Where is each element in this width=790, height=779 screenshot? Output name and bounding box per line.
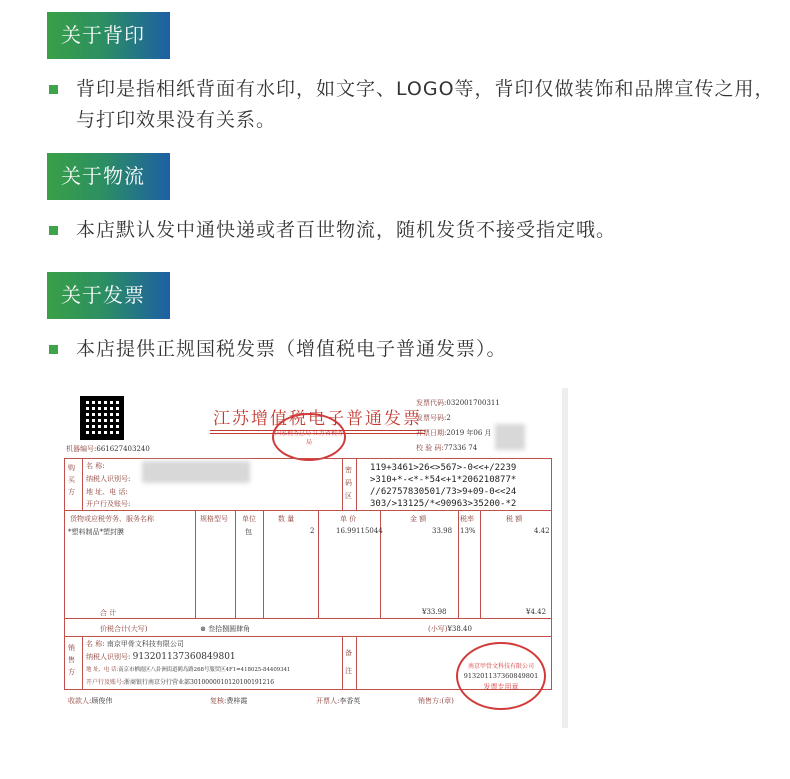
cipher-line: >310+*-<*-*54<+1*206210877* — [370, 475, 517, 485]
section-tag-invoice: 关于发票 — [47, 272, 170, 319]
invoice-shadow — [562, 388, 568, 728]
buyer-bank-label: 开户行及账号: — [86, 500, 131, 508]
invoice-code: 发票代码:032001700311 — [416, 399, 500, 407]
section-tag-backprint: 关于背印 — [47, 12, 170, 59]
redaction-blur — [495, 424, 525, 450]
total-tax: ¥4.42 — [526, 608, 547, 616]
section-text-logistics: 本店默认发中通快递或者百世物流，随机发货不接受指定哦。 — [76, 219, 617, 241]
grand-total-label: 价税合计(大写) — [100, 625, 148, 633]
col-amount: 金 额 — [410, 515, 427, 523]
item-amount: 33.98 — [432, 527, 453, 535]
bullet-icon — [49, 226, 58, 235]
invoice-number: 发票号码:2 — [416, 414, 451, 422]
drawer-label: 开票人: — [316, 697, 340, 705]
invoice-seal-icon: 南京甲骨文科技有限公司 913201137360849801 发票专用章 — [456, 642, 546, 710]
col-price: 单 价 — [340, 515, 357, 523]
invoice-date: 开票日期:2019 年06 月 — [416, 429, 492, 437]
col-spec: 规格型号 — [200, 515, 228, 523]
seller-tax: 913201137360849801 — [132, 652, 236, 662]
drawer: 李香英 — [339, 697, 361, 705]
seller-sign-label: 销售方:(章) — [418, 697, 454, 705]
item-name: *塑料制品*塑封膜 — [68, 528, 124, 536]
machine-number: 机器编号:661627403240 — [66, 445, 150, 453]
grand-total-small: (小写)¥38.40 — [428, 625, 472, 633]
redaction-blur — [142, 461, 250, 483]
cipher-line: 303/>13125/*<90963>35200-*2 — [370, 499, 517, 509]
buyer-name-label: 名 称: — [86, 462, 105, 470]
payee: 顾俊伟 — [91, 697, 113, 705]
buyer-side-label: 购买方 — [68, 464, 75, 496]
reviewer-label: 复核: — [210, 697, 227, 705]
invoice-sample — [60, 388, 568, 728]
section-text-backprint: 背印是指相纸背面有水印，如文字、LOGO等，背印仅做装饰和品牌宣传之用，与打印效果没有关系。 — [76, 78, 775, 131]
section-tag-logistics: 关于物流 — [47, 153, 170, 200]
invoice-check-code: 校 验 码:77336 74 — [416, 444, 478, 452]
grand-total-upper: ⊗ 叁拾捌圆肆角 — [200, 625, 251, 633]
seller-bank: 浙商银行南京分行营业部3010000010120100191216 — [124, 679, 275, 686]
reviewer: 费梓霞 — [226, 697, 248, 705]
col-qty: 数 量 — [278, 515, 295, 523]
col-name: 货物或应税劳务、服务名称 — [70, 515, 154, 523]
total-amount: ¥33.98 — [422, 608, 447, 616]
buyer-addr-label: 地 址、电 话: — [86, 488, 128, 496]
bullet-icon — [49, 345, 58, 354]
seller-name: 南京甲骨文科技有限公司 — [106, 640, 184, 648]
seller-bank-label: 开户行及账号: — [86, 679, 125, 686]
cipher-side-label: 密码区 — [345, 466, 352, 500]
item-qty: 2 — [310, 527, 315, 535]
seller-side-label: 销售方 — [68, 644, 75, 676]
remark-side-label: 备注 — [345, 649, 352, 675]
buyer-tax-label: 纳税人识别号: — [86, 475, 131, 483]
qr-code-icon — [80, 396, 124, 440]
item-rate: 13% — [460, 527, 476, 535]
bullet-icon — [49, 85, 58, 94]
col-tax: 税 额 — [506, 515, 523, 523]
cipher-line: 119+3461>26<>567>-0<<+/2239 — [370, 463, 517, 473]
invoice-title: 江苏增值税电子普通发票 — [213, 409, 422, 429]
tax-seal-icon: 国家税务总局 江苏省税务局 — [272, 413, 346, 461]
seller-name-label: 名 称: — [86, 640, 105, 648]
item-unit: 包 — [245, 528, 252, 536]
payee-label: 收款人: — [68, 697, 92, 705]
seller-addr: 南京市栖霞区八卦洲街道鹤岛路268号服贸区4F1=418025-84409341 — [118, 667, 291, 673]
seller-addr-label: 地 址、电 话: — [86, 667, 119, 673]
total-label: 合 计 — [100, 609, 117, 617]
item-price: 16.99115044 — [336, 527, 383, 535]
seller-tax-label: 纳税人识别号: — [86, 653, 131, 661]
item-tax: 4.42 — [534, 527, 550, 535]
cipher-line: //62757830501/73>9+09-0<<24 — [370, 487, 517, 497]
section-text-invoice: 本店提供正规国税发票（增值税电子普通发票）。 — [76, 338, 507, 360]
col-rate: 税率 — [460, 515, 474, 523]
col-unit: 单位 — [242, 515, 256, 523]
